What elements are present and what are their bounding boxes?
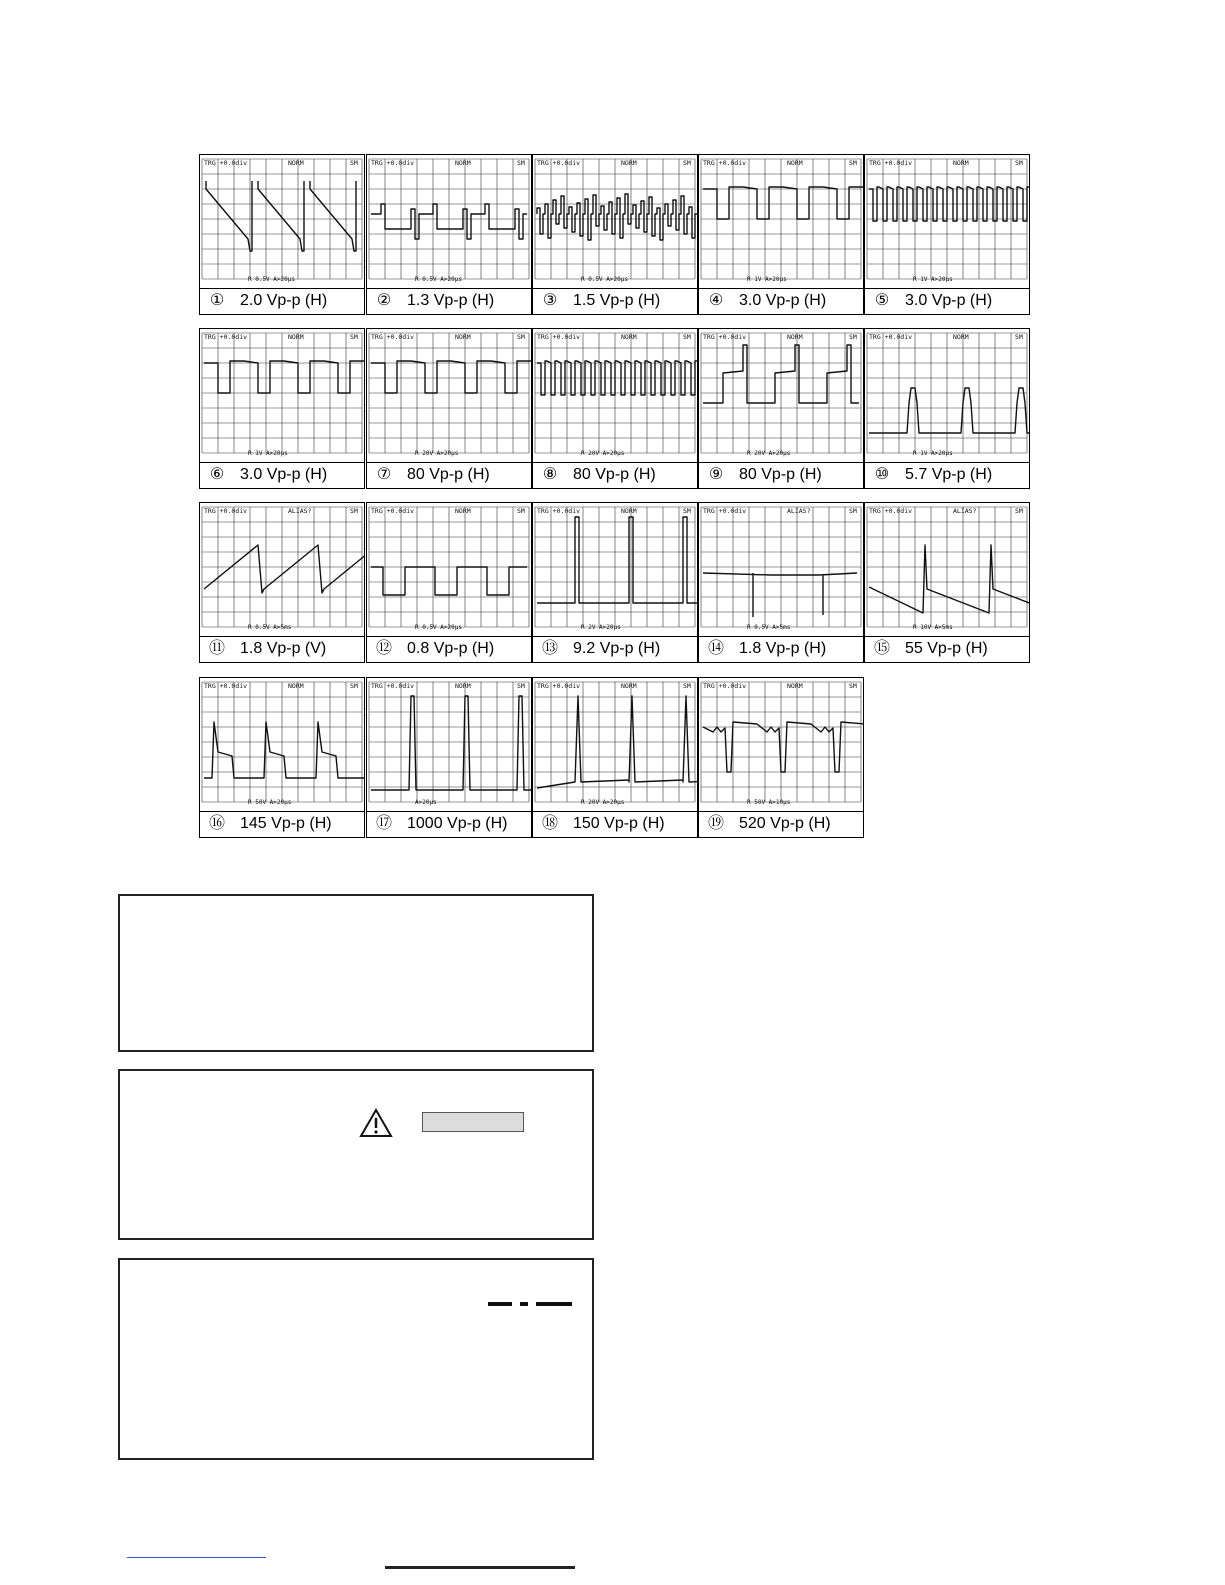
scope-trigger-label: TRG +0.0div (537, 507, 581, 515)
scope-sm-label: SM (849, 507, 857, 515)
footer-rule (127, 1557, 266, 1558)
dash-line-dot (520, 1302, 528, 1306)
scope-scale-label: R 0.5V A>5ms (747, 624, 791, 631)
waveform-caption (366, 636, 532, 663)
scope-mode-label: NORM (288, 682, 304, 690)
scope-screen (532, 677, 698, 812)
scope-trigger-label: TRG +0.0div (869, 333, 913, 341)
waveform-amplitude: 3.0 Vp-p (H) (240, 466, 328, 483)
scope-mode-label: NORM (787, 159, 803, 167)
scope-display (533, 329, 697, 462)
waveform-caption (864, 288, 1030, 315)
scope-scale-label: R 0.5V A>20μs (581, 276, 628, 283)
scope-sm-label: SM (683, 333, 691, 341)
scope-display (533, 155, 697, 288)
scope-sm-label: SM (1015, 159, 1023, 167)
scope-scale-label: R 0.5V A>5ms (248, 624, 292, 631)
waveform-number: ⑧ (542, 466, 558, 483)
scope-sm-label: SM (849, 682, 857, 690)
scope-trigger-label: TRG +0.0div (537, 159, 581, 167)
scope-scale-label: R 0.5V A>20μs (415, 624, 462, 631)
scope-mode-label: ALIAS? (288, 507, 312, 515)
note-box-2 (118, 1069, 594, 1240)
scope-trigger-label: TRG +0.0div (703, 682, 747, 690)
waveform-number: ⑦ (376, 466, 392, 483)
note-box-1 (118, 894, 594, 1052)
scope-scale-label: R 1V A>20μs (913, 450, 953, 457)
waveform-trace (371, 361, 531, 393)
scope-scale-label: R 0.5V A>20μs (248, 276, 295, 283)
waveform-amplitude: 1.5 Vp-p (H) (573, 292, 661, 309)
scope-display (367, 678, 531, 811)
scope-trigger-label: TRG +0.0div (204, 507, 248, 515)
waveform-caption (698, 811, 864, 838)
waveform-trace (703, 187, 863, 219)
waveform-caption (532, 462, 698, 489)
scope-trigger-label: TRG +0.0div (537, 682, 581, 690)
waveform-caption (864, 462, 1030, 489)
waveform-trace (869, 388, 1029, 433)
dash-line-long (488, 1302, 512, 1306)
waveform-amplitude: 2.0 Vp-p (H) (240, 292, 328, 309)
scope-mode-label: NORM (288, 159, 304, 167)
scope-trigger-label: TRG +0.0div (371, 159, 415, 167)
scope-scale-label: R 20V A>20μs (581, 450, 625, 457)
scope-trigger-label: TRG +0.0div (204, 159, 248, 167)
scope-sm-label: SM (1015, 507, 1023, 515)
scope-sm-label: SM (517, 333, 525, 341)
waveform-caption (366, 462, 532, 489)
waveform-caption (199, 811, 365, 838)
scope-scale-label: R 20V A>20μs (581, 799, 625, 806)
scope-sm-label: SM (517, 507, 525, 515)
waveform-caption (199, 636, 365, 663)
waveform-number: ⑰ (375, 815, 392, 832)
dash-line-long-2 (536, 1302, 572, 1306)
waveform-number: ④ (708, 292, 724, 309)
waveform-amplitude: 5.7 Vp-p (H) (905, 466, 993, 483)
waveform-trace (204, 722, 364, 778)
scope-trigger-label: TRG +0.0div (371, 333, 415, 341)
scope-mode-label: NORM (455, 159, 471, 167)
scope-display (699, 329, 863, 462)
waveform-amplitude: 1000 Vp-p (H) (407, 815, 508, 832)
scope-display (367, 329, 531, 462)
waveform-number: ⑱ (541, 815, 558, 832)
scope-display (699, 503, 863, 636)
scope-display (200, 155, 364, 288)
scope-trigger-label: TRG +0.0div (703, 507, 747, 515)
waveform-trace (703, 573, 857, 617)
scope-scale-label: R 0.5V A>20μs (415, 276, 462, 283)
scope-screen (698, 677, 864, 812)
waveform-number: ① (209, 292, 225, 309)
waveform-trace (869, 545, 1029, 613)
scope-trigger-label: TRG +0.0div (204, 682, 248, 690)
waveform-trace (537, 194, 697, 240)
scope-screen (199, 677, 365, 812)
scope-trigger-label: TRG +0.0div (703, 333, 747, 341)
warning-triangle-icon (359, 1108, 393, 1138)
waveform-amplitude: 9.2 Vp-p (H) (573, 640, 661, 657)
scope-mode-label: NORM (621, 507, 637, 515)
scope-mode-label: NORM (621, 333, 637, 341)
waveform-number: ③ (542, 292, 558, 309)
scope-screen (366, 154, 532, 289)
scope-mode-label: NORM (787, 682, 803, 690)
waveform-amplitude: 1.8 Vp-p (V) (240, 640, 327, 657)
scope-mode-label: ALIAS? (953, 507, 977, 515)
scope-scale-label: R 1V A>20μs (913, 276, 953, 283)
scope-mode-label: NORM (787, 333, 803, 341)
waveform-caption (698, 462, 864, 489)
scope-sm-label: SM (350, 333, 358, 341)
scope-screen (199, 502, 365, 637)
waveform-amplitude: 80 Vp-p (H) (739, 466, 822, 483)
scope-screen (698, 154, 864, 289)
scope-trigger-label: TRG +0.0div (869, 507, 913, 515)
waveform-caption (698, 636, 864, 663)
scope-screen (366, 328, 532, 463)
scope-screen (366, 677, 532, 812)
scope-screen (864, 154, 1030, 289)
waveform-caption (532, 636, 698, 663)
scope-screen (532, 328, 698, 463)
scope-mode-label: NORM (953, 333, 969, 341)
scope-mode-label: ALIAS? (787, 507, 811, 515)
waveform-caption (199, 288, 365, 315)
scope-display (699, 678, 863, 811)
scope-screen (366, 502, 532, 637)
scope-display (367, 503, 531, 636)
scope-scale-label: R 20V A>20μs (415, 450, 459, 457)
scope-display (865, 503, 1029, 636)
waveform-number: ⑭ (707, 640, 724, 657)
scope-sm-label: SM (849, 333, 857, 341)
scope-scale-label: R 1V A>20μs (248, 450, 288, 457)
waveform-trace (206, 181, 356, 251)
highlight-bar (422, 1112, 524, 1132)
scope-mode-label: NORM (455, 333, 471, 341)
scope-mode-label: NORM (455, 682, 471, 690)
waveform-caption (532, 288, 698, 315)
waveform-amplitude: 3.0 Vp-p (H) (739, 292, 827, 309)
waveform-number: ⑥ (209, 466, 225, 483)
scope-display (200, 678, 364, 811)
scope-trigger-label: TRG +0.0div (703, 159, 747, 167)
scope-screen (698, 502, 864, 637)
waveform-number: ⑬ (541, 640, 558, 657)
waveform-number: ⑤ (874, 292, 890, 309)
waveform-trace (703, 722, 863, 772)
waveform-caption (199, 462, 365, 489)
scope-sm-label: SM (350, 159, 358, 167)
scope-sm-label: SM (350, 682, 358, 690)
waveform-caption (532, 811, 698, 838)
waveform-number: ⑲ (707, 815, 724, 832)
waveform-trace (204, 361, 364, 393)
scope-mode-label: NORM (621, 159, 637, 167)
scope-trigger-label: TRG +0.0div (537, 333, 581, 341)
scope-screen (199, 328, 365, 463)
scope-sm-label: SM (350, 507, 358, 515)
waveform-amplitude: 520 Vp-p (H) (739, 815, 831, 832)
waveform-trace (537, 517, 697, 603)
scope-scale-label: R 50V A>20μs (248, 799, 292, 806)
waveform-amplitude: 55 Vp-p (H) (905, 640, 988, 657)
waveform-amplitude: 150 Vp-p (H) (573, 815, 665, 832)
scope-scale-label: R 1V A>20μs (747, 276, 787, 283)
scope-scale-label: R 10V A>5ms (913, 624, 953, 631)
scope-display (865, 155, 1029, 288)
scope-trigger-label: TRG +0.0div (869, 159, 913, 167)
scope-mode-label: NORM (288, 333, 304, 341)
waveform-amplitude: 0.8 Vp-p (H) (407, 640, 495, 657)
scope-screen (199, 154, 365, 289)
scope-trigger-label: TRG +0.0div (204, 333, 248, 341)
waveform-amplitude: 80 Vp-p (H) (407, 466, 490, 483)
scope-screen (864, 502, 1030, 637)
waveform-amplitude: 1.3 Vp-p (H) (407, 292, 495, 309)
waveform-number: ② (376, 292, 392, 309)
waveform-amplitude: 3.0 Vp-p (H) (905, 292, 993, 309)
waveform-caption (698, 288, 864, 315)
scope-display (865, 329, 1029, 462)
scope-sm-label: SM (683, 159, 691, 167)
footer-mark (385, 1566, 575, 1574)
scope-display (699, 155, 863, 288)
scope-screen (698, 328, 864, 463)
waveform-amplitude: 1.8 Vp-p (H) (739, 640, 827, 657)
scope-display (200, 329, 364, 462)
note-box-3 (118, 1258, 594, 1460)
scope-display (367, 155, 531, 288)
waveform-number: ⑫ (375, 640, 392, 657)
waveform-number: ⑮ (873, 640, 890, 657)
scope-display (200, 503, 364, 636)
scope-scale-label: R 2V A>20μs (581, 624, 621, 631)
waveform-caption (864, 636, 1030, 663)
waveform-number: ⑨ (708, 466, 724, 483)
scope-sm-label: SM (683, 507, 691, 515)
scope-display (533, 503, 697, 636)
scope-sm-label: SM (517, 159, 525, 167)
waveform-caption (366, 288, 532, 315)
scope-trigger-label: TRG +0.0div (371, 507, 415, 515)
scope-screen (864, 328, 1030, 463)
waveform-number: ⑩ (874, 466, 890, 483)
scope-mode-label: NORM (953, 159, 969, 167)
waveform-number: ⑯ (208, 815, 225, 832)
scope-screen (532, 154, 698, 289)
scope-sm-label: SM (1015, 333, 1023, 341)
scope-mode-label: NORM (455, 507, 471, 515)
waveform-amplitude: 80 Vp-p (H) (573, 466, 656, 483)
scope-sm-label: SM (849, 159, 857, 167)
scope-scale-label: R 20V A>20μs (747, 450, 791, 457)
waveform-number: ⑪ (208, 640, 225, 657)
scope-trigger-label: TRG +0.0div (371, 682, 415, 690)
waveform-amplitude: 145 Vp-p (H) (240, 815, 332, 832)
scope-sm-label: SM (683, 682, 691, 690)
scope-screen (532, 502, 698, 637)
waveform-caption (366, 811, 532, 838)
scope-scale-label: R 50V A>10μs (747, 799, 791, 806)
scope-scale-label: A>20μs (415, 799, 437, 806)
scope-display (533, 678, 697, 811)
scope-sm-label: SM (517, 682, 525, 690)
scope-mode-label: NORM (621, 682, 637, 690)
waveform-trace (371, 696, 531, 790)
